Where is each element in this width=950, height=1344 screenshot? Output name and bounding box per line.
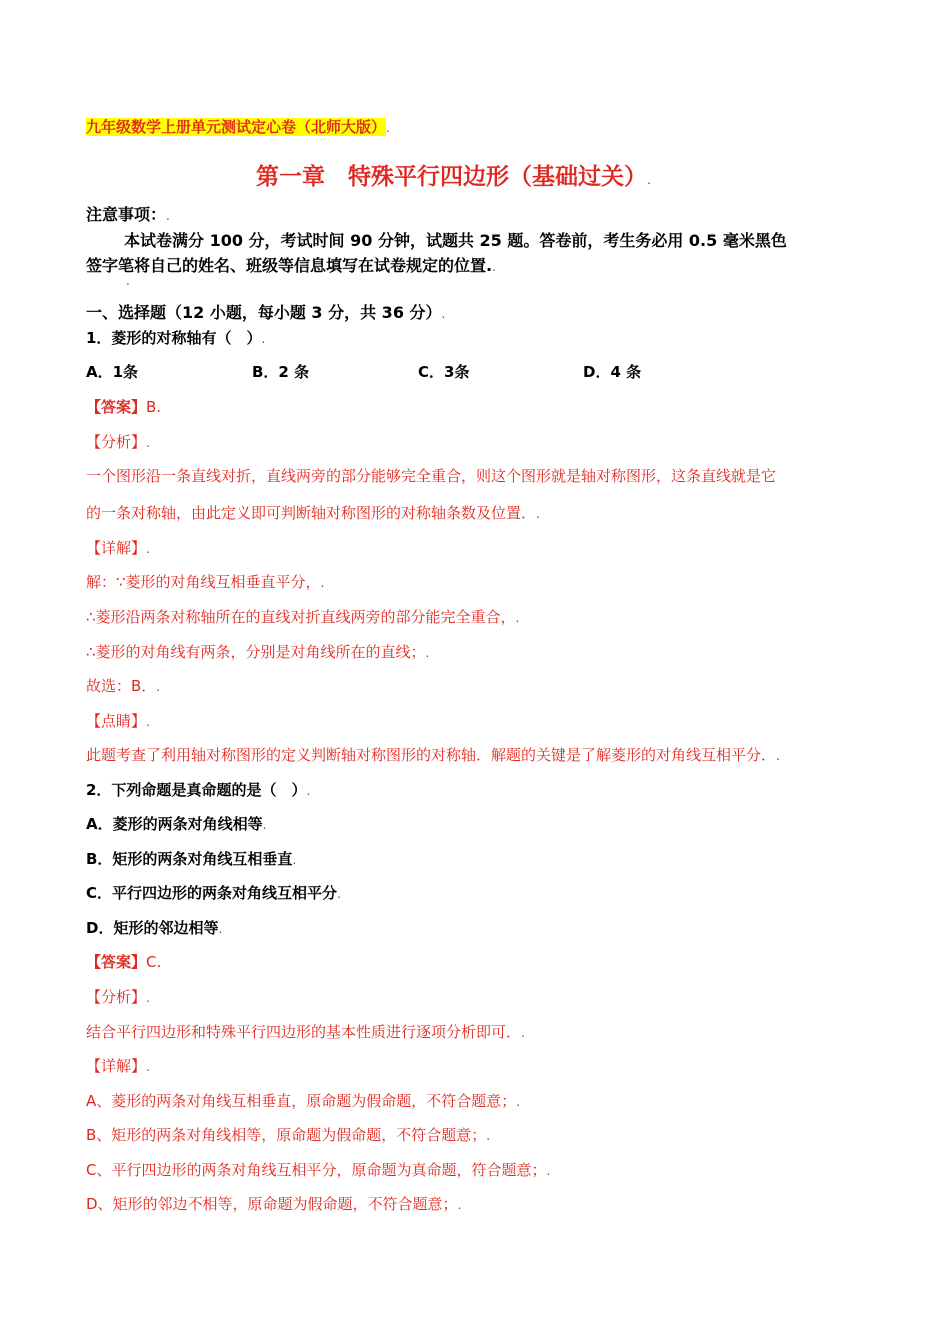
q1-detail-line-1: 解：∵菱形的对角线互相垂直平分，. [86,573,325,591]
q2-detail-line-1: A、菱形的两条对角线互相垂直，原命题为假命题，不符合题意；. [86,1092,521,1110]
section-heading: 一、选择题（12 小题，每小题 3 分，共 36 分）. [86,303,446,322]
q2-detail-label: 【详解】. [86,1057,150,1075]
paragraph-mark: . [126,274,130,288]
q1-analysis-line-1: 一个图形沿一条直线对折，直线两旁的部分能够完全重合，则这个图形就是轴对称图形，这条直线就是它 [86,467,777,485]
q2-option-d: D．矩形的邻边相等. [86,919,223,937]
q2-detail-line-4: D、矩形的邻边不相等，原命题为假命题，不符合题意；. [86,1195,462,1213]
q1-detail-line-3: ∴菱形的对角线有两条，分别是对角线所在的直线；. [86,643,430,661]
q2-stem: 2．下列命题是真命题的是（ ）. [86,781,311,799]
q1-comment-label: 【点睛】. [86,712,150,730]
q1-option-d: D．4 条 [583,363,642,381]
q2-option-a: A．菱形的两条对角线相等. [86,815,267,833]
q1-option-b: B．2 条 [252,363,310,381]
q1-option-a: A．1条 [86,363,139,381]
notes-line-2: 签字笔将自己的姓名、班级等信息填写在试卷规定的位置.. [86,256,496,275]
q2-option-c: C．平行四边形的两条对角线互相平分. [86,884,341,902]
q1-answer: 【答案】B. [86,398,162,416]
q2-analysis-label: 【分析】. [86,988,150,1006]
q1-option-c: C．3条 [418,363,470,381]
q1-stem: 1．菱形的对称轴有（ ）. [86,329,266,347]
notes-line-1: 本试卷满分 100 分，考试时间 90 分钟，试题共 25 题。答卷前，考生务必用 0.5 毫米黑色 [124,231,787,250]
q1-comment-text: 此题考查了利用轴对称图形的定义判断轴对称图形的对称轴．解题的关键是了解菱形的对角线互相平分．. [86,746,780,764]
q2-answer: 【答案】C. [86,953,162,971]
q2-detail-line-2: B、矩形的两条对角线相等，原命题为假命题，不符合题意；. [86,1126,491,1144]
q2-analysis-text: 结合平行四边形和特殊平行四边形的基本性质进行逐项分析即可．. [86,1023,525,1041]
q1-detail-line-2: ∴菱形沿两条对称轴所在的直线对折直线两旁的部分能完全重合，. [86,608,520,626]
series-title: 九年级数学上册单元测试定心卷（北师大版）. [86,118,390,136]
page-title: 第一章 特殊平行四边形（基础过关）. [256,164,651,190]
notes-heading: 注意事项：. [86,205,170,224]
q2-detail-line-3: C、平行四边形的两条对角线互相平分，原命题为真命题，符合题意；. [86,1161,551,1179]
q1-detail-line-4: 故选：B．. [86,677,161,695]
q1-detail-label: 【详解】. [86,539,150,557]
q1-analysis-line-2: 的一条对称轴，由此定义即可判断轴对称图形的对称轴条数及位置．. [86,504,540,522]
q2-option-b: B．矩形的两条对角线互相垂直. [86,850,297,868]
q1-analysis-label: 【分析】. [86,433,150,451]
